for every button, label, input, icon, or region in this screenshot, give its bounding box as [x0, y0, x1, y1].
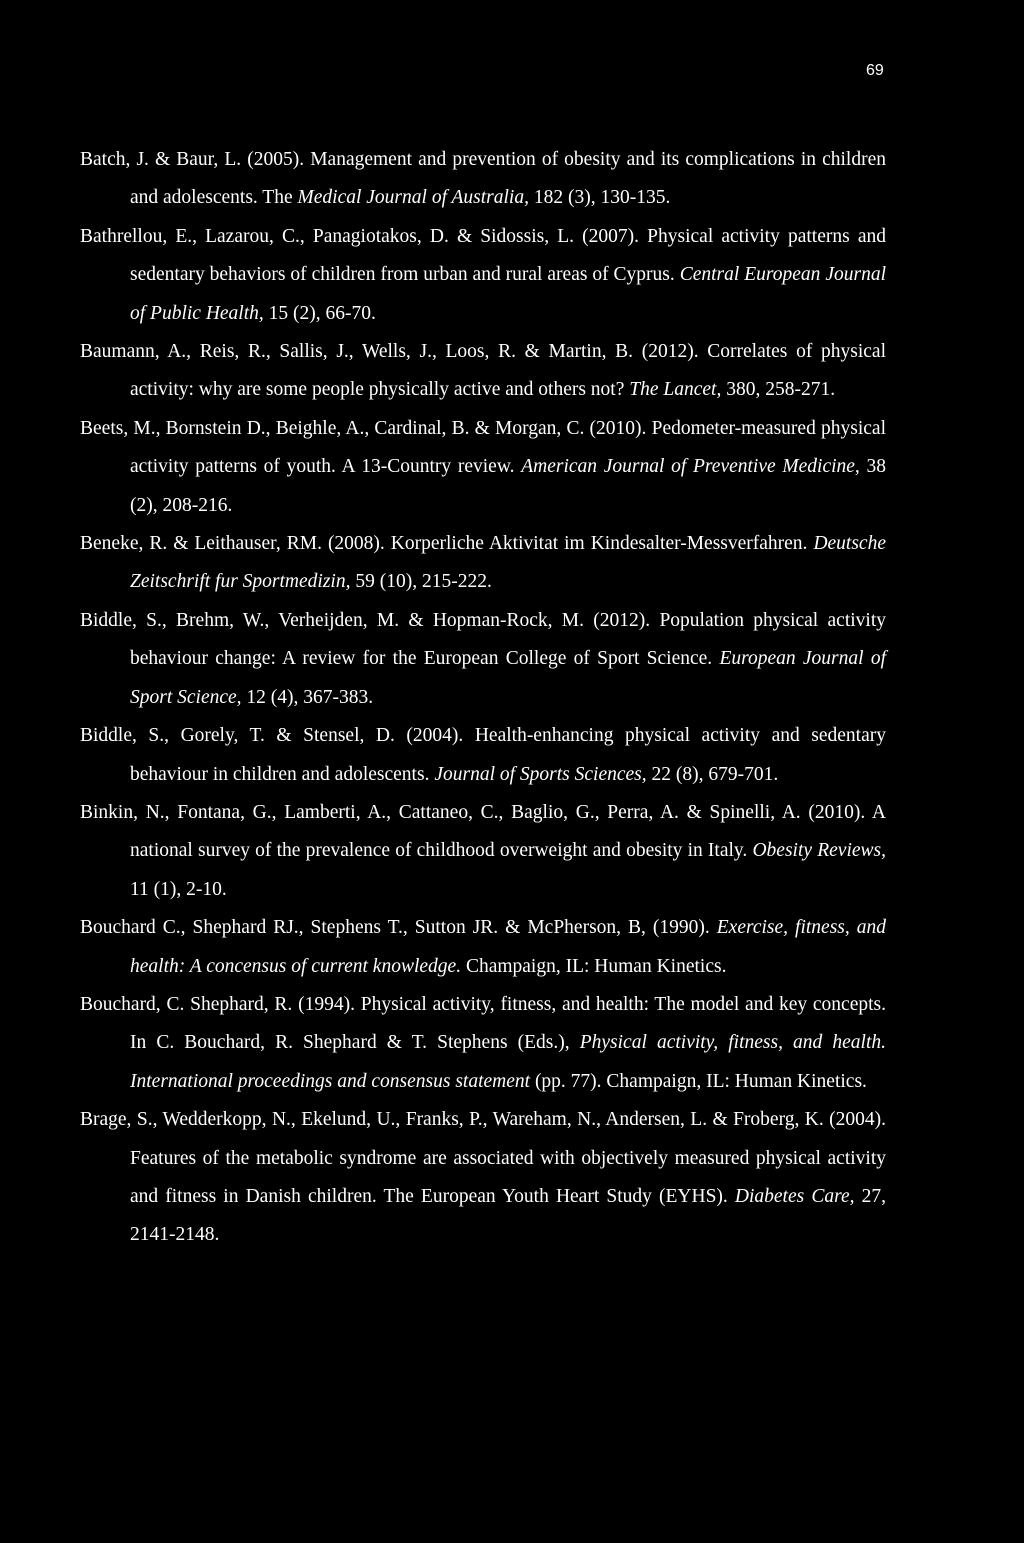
- reference-text: Biddle, S., Brehm, W., Verheijden, M. & Hopman-Rock, M. (2012). Population physical activity behaviour change: A review for the European College of Sport Science.: [80, 609, 886, 670]
- reference-bouchard-1994: [80, 986, 886, 1101]
- reference-citation: Champaign, IL: Human Kinetics.: [461, 955, 727, 977]
- reference-beets-2010: [80, 410, 886, 525]
- reference-journal: Journal of Sports Sciences,: [434, 763, 647, 785]
- reference-list: [80, 141, 886, 1255]
- reference-citation: (pp. 77). Champaign, IL: Human Kinetics.: [530, 1070, 867, 1092]
- reference-citation: 27, 2141-2148.: [130, 1185, 886, 1246]
- reference-journal: Obesity Reviews,: [752, 840, 886, 862]
- reference-journal: Central European Journal of Public Health,: [130, 264, 886, 324]
- reference-book-title: Physical activity, fitness, and health. International proceedings and consensus statement: [130, 1032, 886, 1092]
- reference-text: Brage, S., Wedderkopp, N., Ekelund, U., Franks, P., Wareham, N., Andersen, L. & Froberg, K. (2004). Features of the metabolic syndrome are associated with objectively measured physical activity and fitness in Danish children. The European Youth Heart Study (EYHS).: [80, 1109, 886, 1207]
- reference-citation: 12 (4), 367-383.: [241, 686, 374, 708]
- reference-citation: 59 (10), 215-222.: [350, 571, 492, 593]
- reference-biddle-2012: [80, 602, 886, 717]
- reference-bouchard-1990: [80, 909, 886, 986]
- reference-journal: The Lancet,: [629, 379, 722, 401]
- reference-text: Bathrellou, E., Lazarou, C., Panagiotakos, D. & Sidossis, L. (2007). Physical activity patterns and sedentary behaviors of children from urban and rural areas of Cyprus.: [80, 225, 886, 286]
- reference-book-title: Exercise, fitness, and health: A concensus of current knowledge.: [130, 917, 886, 977]
- reference-journal: Deutsche Zeitschrift fur Sportmedizin,: [130, 533, 886, 593]
- reference-baumann-2012: [80, 333, 886, 410]
- reference-text: Batch, J. & Baur, L. (2005). Management and prevention of obesity and its complications in children and adolescents. The: [80, 149, 886, 209]
- reference-batch-2005: [80, 141, 886, 218]
- reference-citation: 22 (8), 679-701.: [646, 763, 779, 785]
- reference-text: Beets, M., Bornstein D., Beighle, A., Cardinal, B. & Morgan, C. (2010). Pedometer-measured physical activity patterns of youth. A 13-Country review.: [80, 417, 886, 478]
- reference-text: Baumann, A., Reis, R., Sallis, J., Wells, J., Loos, R. & Martin, B. (2012). Correlates of physical activity: why are some people physically active and others not?: [80, 341, 886, 401]
- reference-binkin-2010: [80, 794, 886, 909]
- reference-journal: Medical Journal of Australia,: [297, 187, 529, 209]
- reference-citation: 38 (2), 208-216.: [130, 456, 887, 516]
- reference-journal: Diabetes Care,: [734, 1185, 855, 1207]
- reference-text: Beneke, R. & Leithauser, RM. (2008). Korperliche Aktivitat im Kindesalter-Messverfahren.: [80, 533, 814, 555]
- reference-citation: 11 (1), 2-10.: [130, 878, 227, 900]
- reference-beneke-2008: [80, 525, 886, 602]
- reference-brage-2004: [80, 1101, 886, 1255]
- page-number: 69: [866, 62, 884, 79]
- reference-text: Bouchard, C. Shephard, R. (1994). Physical activity, fitness, and health: The model and key concepts. In C. Bouchard, R. Shephard & T. Stephens (Eds.),: [80, 993, 886, 1054]
- reference-text: Bouchard C., Shephard RJ., Stephens T., Sutton JR. & McPherson, B, (1990).: [80, 917, 717, 939]
- reference-citation: 15 (2), 66-70.: [263, 302, 376, 324]
- reference-text: Binkin, N., Fontana, G., Lamberti, A., Cattaneo, C., Baglio, G., Perra, A. & Spinelli, A. (2010). A national survey of the prevalence of childhood overweight and obesity in Italy.: [80, 801, 886, 862]
- reference-journal: American Journal of Preventive Medicine,: [521, 456, 860, 478]
- reference-journal: European Journal of Sport Science,: [130, 648, 886, 708]
- reference-citation: 380, 258-271.: [721, 379, 836, 401]
- reference-citation: 182 (3), 130-135.: [528, 187, 671, 209]
- reference-text: Biddle, S., Gorely, T. & Stensel, D. (2004). Health-enhancing physical activity and sedentary behaviour in children and adolescents.: [80, 725, 886, 785]
- reference-bathrellou-2007: [80, 218, 886, 333]
- reference-biddle-2004: [80, 717, 886, 794]
